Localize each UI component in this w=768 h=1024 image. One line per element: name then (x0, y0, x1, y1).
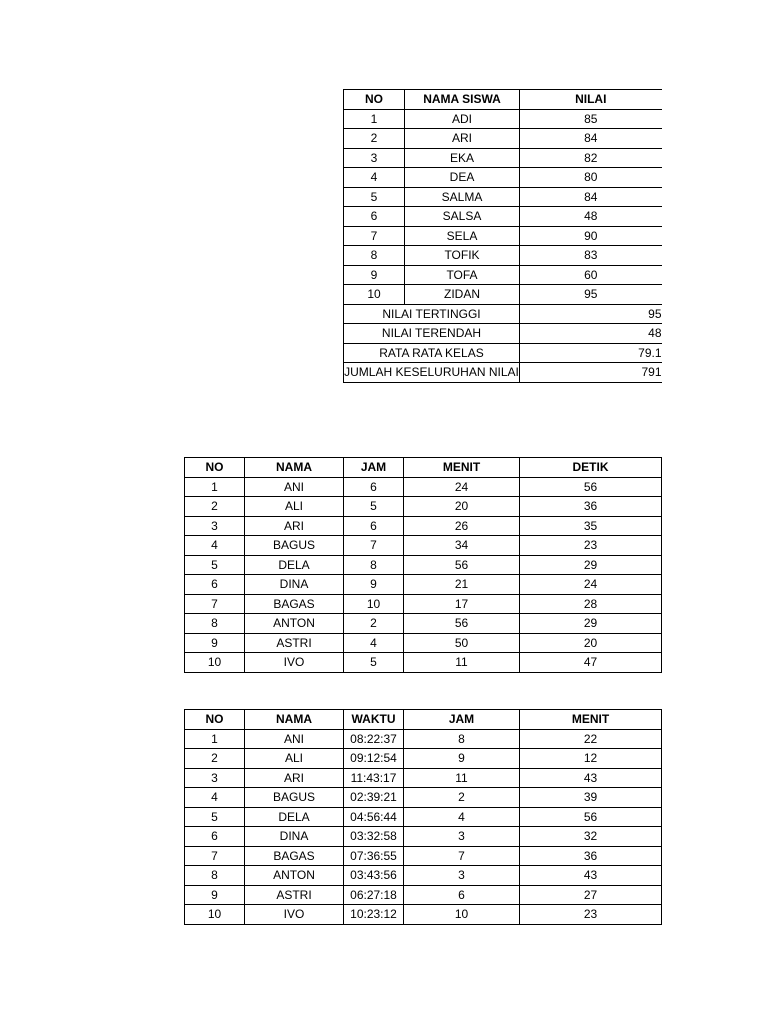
table-row (185, 729, 662, 749)
table-row (344, 226, 662, 246)
cell-detik: 20 (520, 633, 662, 653)
table-row (344, 129, 662, 149)
cell-nama: SALMA (405, 187, 520, 207)
cell-waktu: 10:23:12 (344, 905, 404, 925)
cell-nama: ANI (245, 729, 344, 749)
cell-nama: ALI (245, 749, 344, 769)
cell-nama: DINA (245, 827, 344, 847)
table-row (344, 109, 662, 129)
cell-jam: 2 (344, 614, 404, 634)
cell-jam: 5 (344, 497, 404, 517)
cell-waktu: 03:43:56 (344, 866, 404, 886)
cell-no: 10 (185, 653, 245, 673)
cell-no: 1 (185, 477, 245, 497)
cell-jam: 8 (344, 555, 404, 575)
column-header-nilai: NILAI (520, 90, 662, 110)
table-row (344, 265, 662, 285)
cell-nama: DEA (405, 168, 520, 188)
summary-label: NILAI TERENDAH (344, 324, 520, 344)
cell-nilai: 80 (520, 168, 662, 188)
cell-no: 7 (185, 594, 245, 614)
cell-nilai: 84 (520, 187, 662, 207)
cell-no: 8 (185, 866, 245, 886)
table-row (344, 246, 662, 266)
summary-value: 48 (520, 324, 662, 344)
cell-jam: 6 (344, 477, 404, 497)
summary-value: 79.1 (520, 343, 662, 363)
cell-no: 5 (344, 187, 405, 207)
column-header-nama: NAMA (245, 458, 344, 478)
cell-jam: 9 (344, 575, 404, 595)
summary-row-rata-rata-kelas (344, 343, 662, 363)
cell-menit: 32 (520, 827, 662, 847)
cell-no: 5 (185, 807, 245, 827)
cell-jam: 4 (404, 807, 520, 827)
cell-jam: 8 (404, 729, 520, 749)
table-row (185, 497, 662, 517)
cell-no: 4 (185, 536, 245, 556)
cell-waktu: 03:32:58 (344, 827, 404, 847)
cell-no: 1 (344, 109, 405, 129)
cell-menit: 34 (404, 536, 520, 556)
cell-jam: 10 (404, 905, 520, 925)
cell-no: 1 (185, 729, 245, 749)
column-header-nama-siswa: NAMA SISWA (405, 90, 520, 110)
cell-no: 6 (344, 207, 405, 227)
cell-jam: 7 (404, 846, 520, 866)
cell-nama: ANTON (245, 614, 344, 634)
cell-nama: ASTRI (245, 633, 344, 653)
table-row (344, 148, 662, 168)
cell-menit: 43 (520, 768, 662, 788)
cell-nama: ARI (245, 516, 344, 536)
cell-nilai: 83 (520, 246, 662, 266)
cell-no: 5 (185, 555, 245, 575)
cell-nama: TOFIK (405, 246, 520, 266)
cell-no: 3 (344, 148, 405, 168)
cell-detik: 47 (520, 653, 662, 673)
cell-nama: SELA (405, 226, 520, 246)
summary-row-jumlah-keseluruhan (344, 363, 662, 383)
cell-nama: ANTON (245, 866, 344, 886)
cell-nama: BAGUS (245, 536, 344, 556)
cell-nama: ASTRI (245, 885, 344, 905)
cell-nama: ARI (245, 768, 344, 788)
cell-nama: EKA (405, 148, 520, 168)
cell-jam: 6 (344, 516, 404, 536)
table-waktu-jam-menit (184, 709, 662, 925)
cell-nama: IVO (245, 905, 344, 925)
table-row (185, 516, 662, 536)
cell-no: 10 (344, 285, 405, 305)
table-header-row (185, 458, 662, 478)
cell-menit: 20 (404, 497, 520, 517)
cell-nilai: 60 (520, 265, 662, 285)
cell-detik: 36 (520, 497, 662, 517)
cell-no: 3 (185, 516, 245, 536)
table-row (185, 768, 662, 788)
table-row (185, 866, 662, 886)
summary-row-nilai-terendah (344, 324, 662, 344)
cell-waktu: 08:22:37 (344, 729, 404, 749)
cell-nilai: 84 (520, 129, 662, 149)
cell-jam: 9 (404, 749, 520, 769)
cell-no: 2 (185, 497, 245, 517)
cell-no: 9 (185, 885, 245, 905)
table-row (185, 594, 662, 614)
cell-nama: TOFA (405, 265, 520, 285)
cell-no: 10 (185, 905, 245, 925)
table-row (185, 653, 662, 673)
cell-nilai: 82 (520, 148, 662, 168)
table-row (185, 905, 662, 925)
cell-detik: 29 (520, 614, 662, 634)
cell-nama: BAGAS (245, 846, 344, 866)
cell-nama: ADI (405, 109, 520, 129)
cell-jam: 5 (344, 653, 404, 673)
cell-menit: 56 (520, 807, 662, 827)
column-header-jam: JAM (404, 710, 520, 730)
cell-detik: 56 (520, 477, 662, 497)
cell-jam: 10 (344, 594, 404, 614)
column-header-no: NO (185, 458, 245, 478)
column-header-jam: JAM (344, 458, 404, 478)
summary-row-nilai-tertinggi (344, 304, 662, 324)
table-header-row (185, 710, 662, 730)
cell-detik: 23 (520, 536, 662, 556)
cell-no: 8 (185, 614, 245, 634)
cell-nama: ARI (405, 129, 520, 149)
cell-detik: 28 (520, 594, 662, 614)
table-row (185, 575, 662, 595)
cell-jam: 4 (344, 633, 404, 653)
table-row (185, 555, 662, 575)
summary-value: 95 (520, 304, 662, 324)
cell-no: 9 (344, 265, 405, 285)
cell-no: 8 (344, 246, 405, 266)
table-row (344, 168, 662, 188)
cell-waktu: 07:36:55 (344, 846, 404, 866)
table-row (185, 788, 662, 808)
cell-menit: 24 (404, 477, 520, 497)
cell-nilai: 95 (520, 285, 662, 305)
cell-menit: 26 (404, 516, 520, 536)
cell-menit: 11 (404, 653, 520, 673)
cell-jam: 2 (404, 788, 520, 808)
cell-no: 7 (344, 226, 405, 246)
cell-jam: 3 (404, 827, 520, 847)
table-nilai-siswa (343, 89, 662, 383)
cell-menit: 17 (404, 594, 520, 614)
column-header-detik: DETIK (520, 458, 662, 478)
cell-jam: 3 (404, 866, 520, 886)
table-jam-menit-detik (184, 457, 662, 673)
cell-no: 9 (185, 633, 245, 653)
cell-nama: ALI (245, 497, 344, 517)
cell-waktu: 09:12:54 (344, 749, 404, 769)
cell-jam: 11 (404, 768, 520, 788)
cell-menit: 12 (520, 749, 662, 769)
column-header-no: NO (344, 90, 405, 110)
cell-jam: 7 (344, 536, 404, 556)
cell-nilai: 48 (520, 207, 662, 227)
cell-nama: IVO (245, 653, 344, 673)
table-row (185, 827, 662, 847)
cell-menit: 21 (404, 575, 520, 595)
table-row (185, 633, 662, 653)
cell-nama: DELA (245, 555, 344, 575)
cell-nama: ZIDAN (405, 285, 520, 305)
cell-menit: 36 (520, 846, 662, 866)
table-row (185, 749, 662, 769)
column-header-menit: MENIT (404, 458, 520, 478)
cell-no: 2 (185, 749, 245, 769)
cell-nama: DINA (245, 575, 344, 595)
cell-nama: BAGAS (245, 594, 344, 614)
summary-label: RATA RATA KELAS (344, 343, 520, 363)
column-header-no: NO (185, 710, 245, 730)
cell-menit: 56 (404, 614, 520, 634)
cell-waktu: 02:39:21 (344, 788, 404, 808)
table-row (185, 807, 662, 827)
cell-nama: ANI (245, 477, 344, 497)
cell-no: 3 (185, 768, 245, 788)
cell-no: 2 (344, 129, 405, 149)
table-header-row (344, 90, 662, 110)
cell-jam: 6 (404, 885, 520, 905)
cell-menit: 27 (520, 885, 662, 905)
cell-no: 4 (185, 788, 245, 808)
table-row (185, 614, 662, 634)
cell-no: 7 (185, 846, 245, 866)
cell-no: 6 (185, 575, 245, 595)
table-row (344, 187, 662, 207)
summary-label: JUMLAH KESELURUHAN NILAI (344, 363, 520, 383)
table-row (185, 846, 662, 866)
cell-detik: 24 (520, 575, 662, 595)
cell-waktu: 06:27:18 (344, 885, 404, 905)
cell-nama: DELA (245, 807, 344, 827)
summary-label: NILAI TERTINGGI (344, 304, 520, 324)
cell-no: 4 (344, 168, 405, 188)
cell-no: 6 (185, 827, 245, 847)
cell-menit: 22 (520, 729, 662, 749)
cell-menit: 50 (404, 633, 520, 653)
column-header-waktu: WAKTU (344, 710, 404, 730)
table-row (185, 477, 662, 497)
table-row (185, 536, 662, 556)
cell-waktu: 11:43:17 (344, 768, 404, 788)
summary-value: 791 (520, 363, 662, 383)
column-header-menit: MENIT (520, 710, 662, 730)
cell-waktu: 04:56:44 (344, 807, 404, 827)
cell-nama: BAGUS (245, 788, 344, 808)
cell-menit: 39 (520, 788, 662, 808)
cell-nilai: 85 (520, 109, 662, 129)
cell-menit: 43 (520, 866, 662, 886)
table-row (344, 285, 662, 305)
table-row (344, 207, 662, 227)
cell-menit: 23 (520, 905, 662, 925)
cell-detik: 29 (520, 555, 662, 575)
cell-nilai: 90 (520, 226, 662, 246)
cell-menit: 56 (404, 555, 520, 575)
column-header-nama: NAMA (245, 710, 344, 730)
cell-detik: 35 (520, 516, 662, 536)
table-row (185, 885, 662, 905)
cell-nama: SALSA (405, 207, 520, 227)
